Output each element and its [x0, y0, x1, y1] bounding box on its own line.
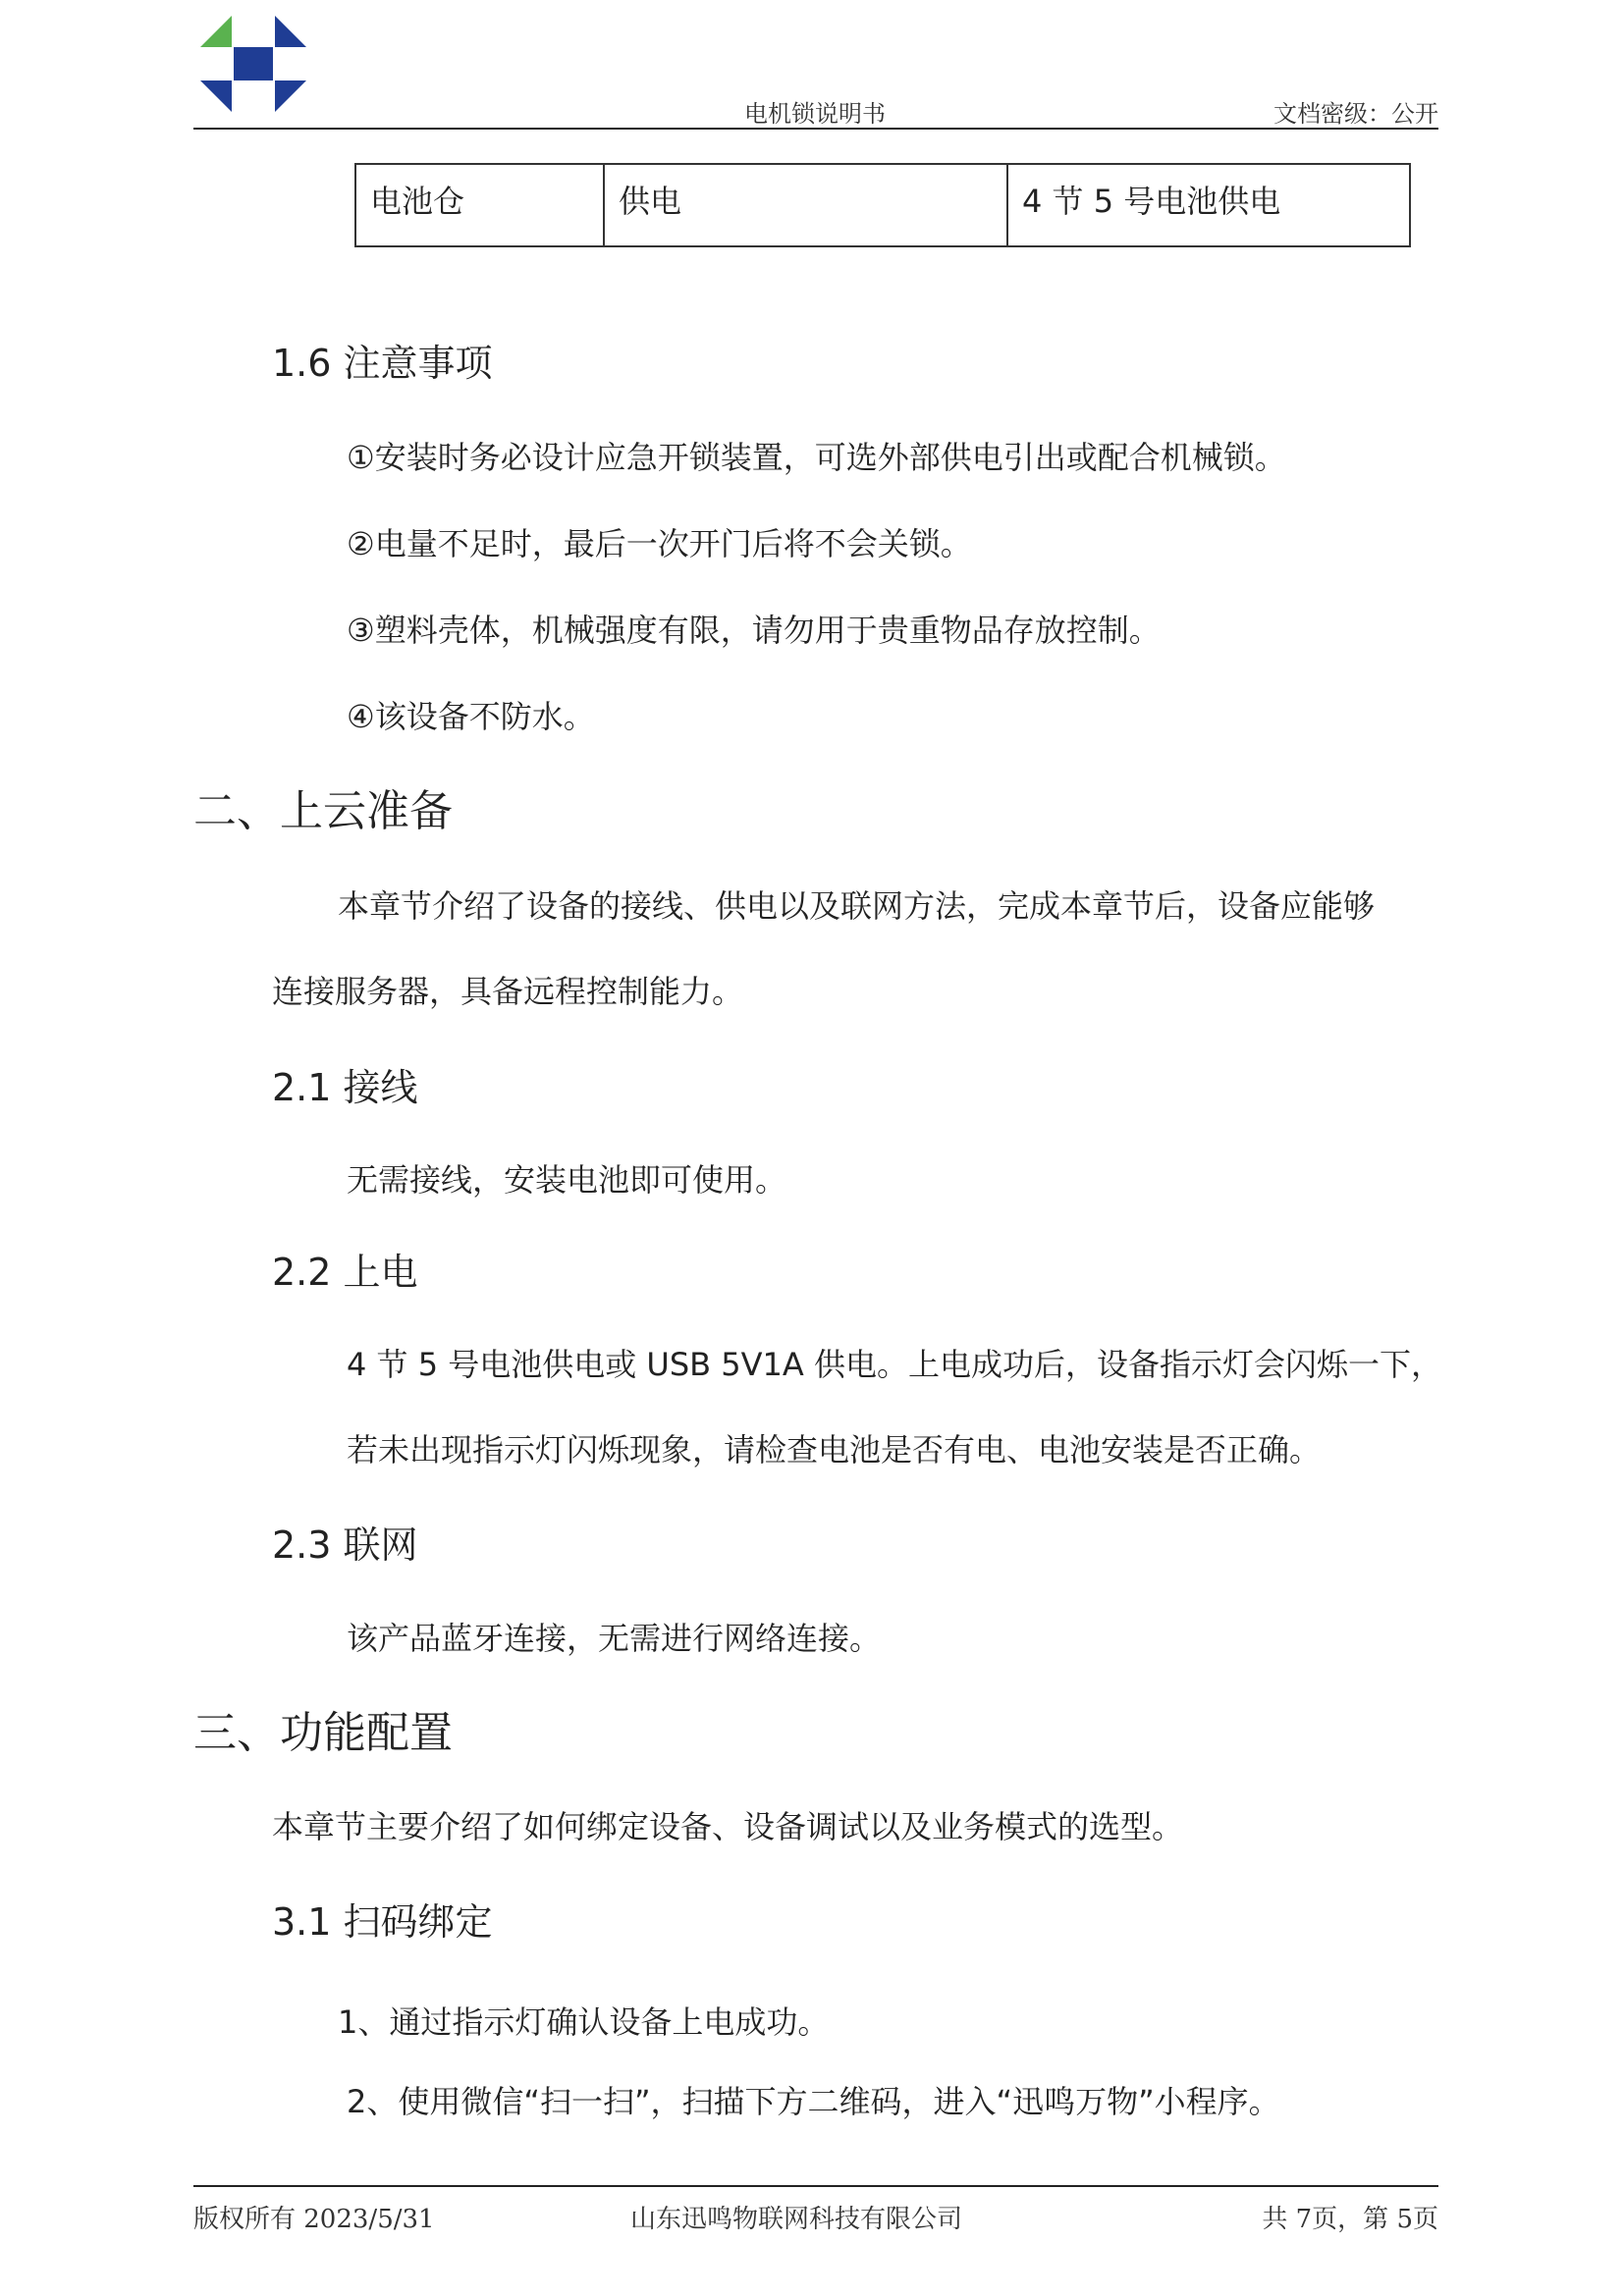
chapter-2-intro-line1: 本章节介绍了设备的接线、供电以及联网方法，完成本章节后，设备应能够 — [338, 887, 1376, 925]
section-1-6-heading: 1.6 注意事项 — [272, 342, 493, 385]
header-doc-title: 电机锁说明书 — [744, 100, 886, 128]
section-3-1-step2: 2、使用微信“扫一扫”，扫描下方二维码，进入“迅鸣万物”小程序。 — [347, 2083, 1280, 2120]
section-2-2-text-line2: 若未出现指示灯闪烁现象，请检查电池是否有电、电池安装是否正确。 — [347, 1431, 1322, 1468]
spec-table — [354, 163, 1411, 247]
note-item: ③塑料壳体，机械强度有限，请勿用于贵重物品存放控制。 — [347, 612, 1161, 649]
section-3-1-step1: 1、通过指示灯确认设备上电成功。 — [338, 2003, 830, 2041]
chapter-3-intro: 本章节主要介绍了如何绑定设备、设备调试以及业务模式的选型。 — [272, 1808, 1184, 1845]
section-3-1-heading: 3.1 扫码绑定 — [272, 1900, 493, 1944]
footer-page-info: 共 7页，第 5页 — [1262, 2205, 1438, 2234]
header-divider — [193, 128, 1438, 130]
chapter-2-intro-line2: 连接服务器，具备远程控制能力。 — [272, 973, 744, 1010]
note-item: ②电量不足时，最后一次开门后将不会关锁。 — [347, 525, 972, 562]
section-2-3-text: 该产品蓝牙连接，无需进行网络连接。 — [347, 1620, 882, 1657]
section-2-3-heading: 2.3 联网 — [272, 1523, 418, 1567]
table-row — [355, 164, 1410, 246]
chapter-2-heading: 二、上云准备 — [193, 786, 453, 836]
note-item: ①安装时务必设计应急开锁装置，可选外部供电引出或配合机械锁。 — [347, 439, 1286, 476]
table-cell: 电池仓 — [355, 164, 604, 246]
footer-divider — [193, 2185, 1438, 2187]
footer-company: 山东迅鸣物联网科技有限公司 — [630, 2205, 963, 2234]
table-cell: 4 节 5 号电池供电 — [1007, 164, 1410, 246]
chapter-3-heading: 三、功能配置 — [193, 1708, 453, 1758]
section-2-1-heading: 2.1 接线 — [272, 1066, 418, 1109]
header-security-level: 文档密级：公开 — [1273, 100, 1438, 128]
footer-copyright: 版权所有 2023/5/31 — [193, 2205, 435, 2234]
section-2-1-text: 无需接线，安装电池即可使用。 — [347, 1161, 787, 1199]
note-item: ④该设备不防水。 — [347, 698, 595, 735]
section-2-2-heading: 2.2 上电 — [272, 1251, 418, 1294]
section-2-2-text-line1: 4 节 5 号电池供电或 USB 5V1A 供电。上电成功后，设备指示灯会闪烁一下， — [347, 1346, 1442, 1383]
company-logo — [200, 12, 306, 116]
table-cell: 供电 — [604, 164, 1007, 246]
